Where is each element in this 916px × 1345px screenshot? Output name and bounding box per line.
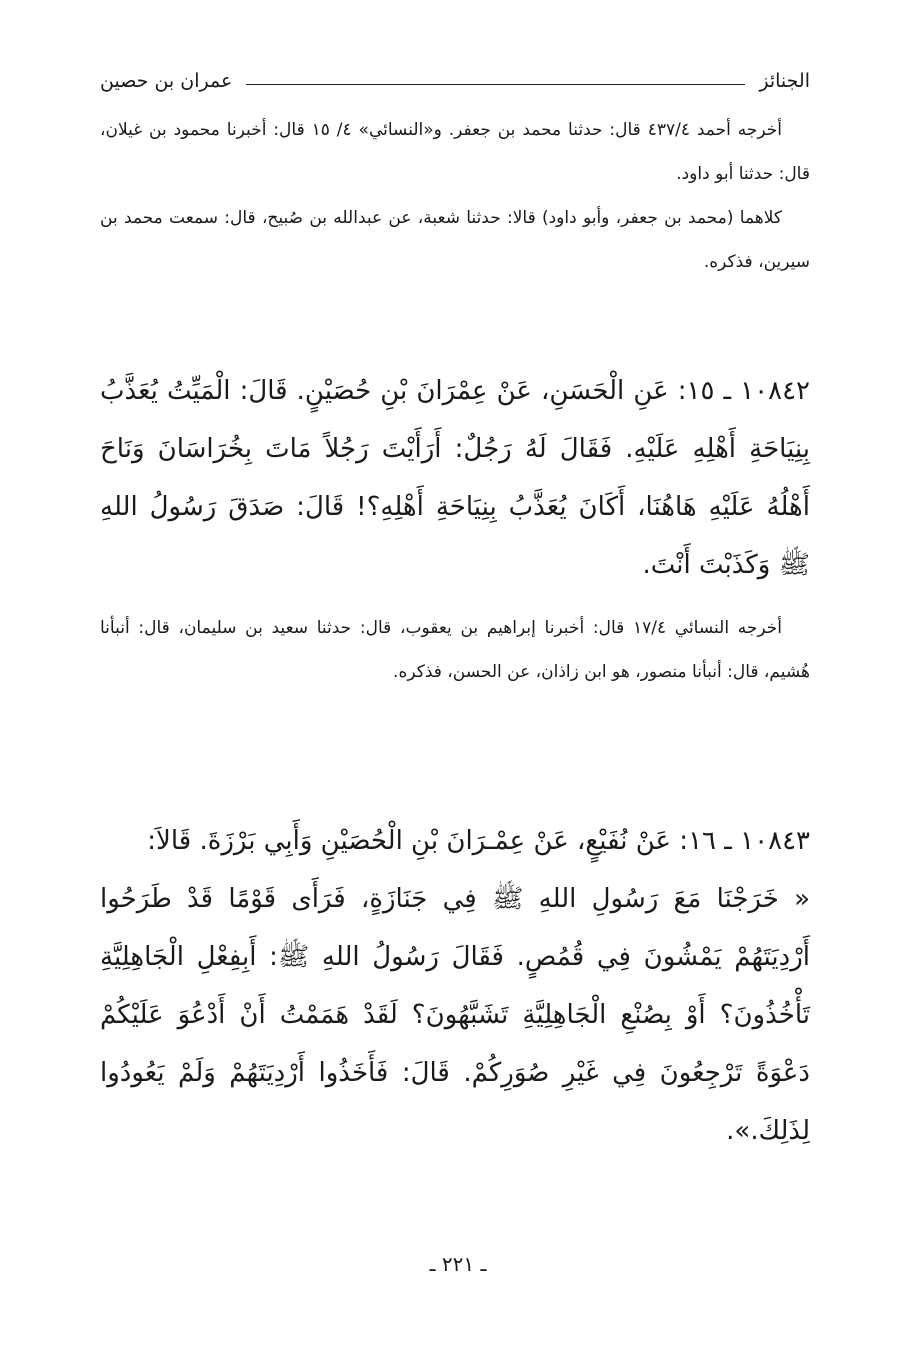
hadith-10843 (100, 812, 810, 1160)
takhrij-paragraph: أخرجه النسائي ١٧/٤ قال: أخبرنا إبراهيم بن يعقوب، قال: حدثنا سعيد بن سليمان، قال: أنبأنا هُشيم، قال: أنبأنا منصور، هو ابن زاذان، عن الحسن، فذكره. (100, 618, 810, 682)
hadith-intro: ١٠٨٤٣ ـ ١٦: عَنْ نُفَيْعٍ، عَنْ عِمْـرَانَ بْنِ الْحُصَيْنِ وَأَبِي بَرْزَةَ. قَالاَ: (147, 826, 810, 856)
hadith-text: ١٠٨٤٢ ـ ١٥: عَنِ الْحَسَنِ، عَنْ عِمْرَانَ بْنِ حُصَيْنٍ. قَالَ: الْمَيِّتُ يُعَذَّبُ بِنِيَاحَةِ أَهْلِهِ عَلَيْهِ. فَقَالَ لَهُ رَجُلٌ: أَرَأَيْتَ رَجُلاً مَاتَ بِخُرَاسَانَ وَنَاحَ أَهْلُهُ عَلَيْهِ هَاهُنَا، أَكَانَ يُعَذَّبُ بِنِيَاحَةِ أَهْلِهِ؟! قَالَ: صَدَقَ رَسُولُ اللهِ ﷺ وَكَذَبْتَ أَنْتَ. (100, 376, 810, 580)
takhrij-paragraph: كلاهما (محمد بن جعفر، وأبو داود) قالا: حدثنا شعبة، عن عبدالله بن صُبيح، قال: سمعت محمد بن سيرين، فذكره. (100, 208, 810, 272)
running-header (100, 64, 810, 98)
takhrij-paragraph: أخرجه أحمد ٤٣٧/٤ قال: حدثنا محمد بن جعفر. و«النسائي» ٤/ ١٥ قال: أخبرنا محمود بن غيلان، قال: حدثنا أبو داود. (100, 120, 810, 184)
takhrij-note-1 (100, 108, 810, 284)
page-number: ـ ٢٢١ ـ (429, 1252, 487, 1276)
chapter-title: الجنائز (759, 70, 810, 92)
section-title: عمران بن حصين (100, 70, 233, 92)
takhrij-note-2 (100, 606, 810, 694)
hadith-text: « خَرَجْنَا مَعَ رَسُولِ اللهِ ﷺ فِي جَنَازَةٍ، فَرَأَى قَوْمًا قَدْ طَرَحُوا أَرْدِيَتَهُمْ يَمْشُونَ فِي قُمُصٍ. فَقَالَ رَسُولُ اللهِ ﷺ: أَبِفِعْلِ الْجَاهِلِيَّةِ تَأْخُذُونَ؟ أَوْ بِصُنْعِ الْجَاهِلِيَّةِ تَشَبَّهُونَ؟ لَقَدْ هَمَمْتُ أَنْ أَدْعُوَ عَلَيْكُمْ دَعْوَةً تَرْجِعُونَ فِي غَيْرِ صُوَرِكُمْ. قَالَ: فَأَخَذُوا أَرْدِيَتَهُمْ وَلَمْ يَعُودُوا لِذَلِكَ.». (100, 884, 810, 1146)
hadith-10842 (100, 362, 810, 594)
header-rule (246, 84, 745, 85)
